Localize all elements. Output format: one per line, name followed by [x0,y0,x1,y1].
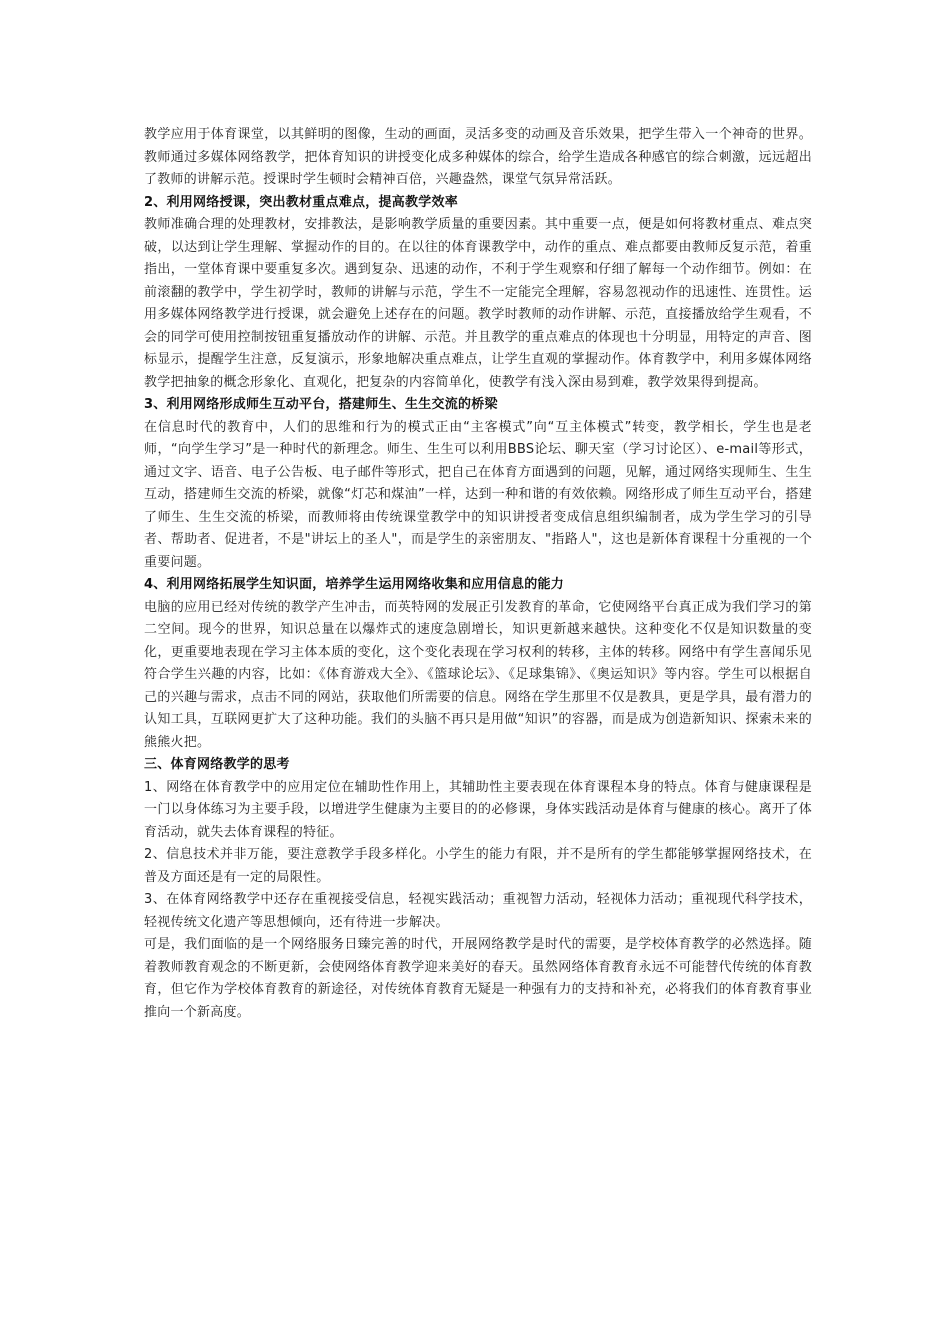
section-heading-2: 2、利用网络授课，突出教材重点难点，提高教学效率 [144,194,459,210]
section-heading-4: 4、利用网络拓展学生知识面，培养学生运用网络收集和应用信息的能力 [144,577,565,592]
paragraph-section-3: 在信息时代的教育中，人们的思维和行为的模式正由“主客模式”向“互主体模式”转变，教学相长，学生也是老师，“向学生学习”是一种时代的新理念。师生、生生可以利用BBS论坛、聊天室（学习讨论区）、e-mail等形式，通过文字、语音、电子公告板、电子邮件等形式，把自己在体育方面遇到的问题，见解，通过网络实现师生、生生互动，搭建师生交流的桥梁，就像“灯芯和煤油”一样，达到一种和谐的有效依赖。网络形成了师生互动平台，搭建了师生、生生交流的桥梁，而教师将由传统课堂教学中的知识讲授者变成信息组织编制者，成为学生学习的引导者、帮助者、促进者，不是"讲坛上的圣人"，而是学生的亲密朋友、"指路人"，这也是新体育课程十分重视的一个重要问题。 [144,419,812,570]
paragraph-reflection-1: 1、网络在体育教学中的应用定位在辅助性作用上，其辅助性主要表现在体育课程本身的特点。体育与健康课程是一门以身体练习为主要手段，以增进学生健康为主要目的的必修课，身体实践活动是体育与健康的核心。离开了体育活动，就失去体育课程的特征。 [144,779,812,840]
paragraph-conclusion: 可是，我们面临的是一个网络服务日臻完善的时代，开展网络教学是时代的需要，是学校体育教学的必然选择。随着教师教育观念的不断更新，会使网络体育教学迎来美好的春天。虽然网络体育教育永远不可能替代传统的体育教育，但它作为学校体育教育的新途径，对传统体育教育无疑是一种强有力的支持和补充，必将我们的体育教育事业推向一个新高度。 [144,937,812,1020]
section-heading-reflection: 三、体育网络教学的思考 [144,757,290,772]
document-page [144,124,812,1024]
paragraph-section-2: 教师准确合理的处理教材，安排教法，是影响教学质量的重要因素。其中重要一点，便是如何将教材重点、难点突破，以达到让学生理解、掌握动作的目的。在以往的体育课教学中，动作的重点、难点都要由教师反复示范，着重指出，一堂体育课中要重复多次。遇到复杂、迅速的动作，不利于学生观察和仔细了解每一个动作细节。例如：在前滚翻的教学中，学生初学时，教师的讲解与示范，学生不一定能完全理解，容易忽视动作的迅速性、连贯性。运用多媒体网络教学进行授课，就会避免上述存在的问题。教学时教师的动作讲解、示范，直接播放给学生观看，不会的同学可使用控制按钮重复播放动作的讲解、示范。并且教学的重点难点的体现也十分明显，用特定的声音、图标显示，提醒学生注意，反复演示，形象地解决重点难点，让学生直观的掌握动作。体育教学中，利用多媒体网络教学把抽象的概念形象化、直观化，把复杂的内容简单化，使教学有浅入深由易到难，教学效果得到提高。 [144,217,812,390]
paragraph-section-4: 电脑的应用已经对传统的教学产生冲击，而英特网的发展正引发教育的革命，它使网络平台真正成为我们学习的第二空间。现今的世界，知识总量在以爆炸式的速度急剧增长，知识更新越来越快。这种变化不仅是知识数量的变化，更重要地表现在学习主体本质的变化，这个变化表现在学习权利的转移，主体的转移。网络中有学生喜闻乐见符合学生兴趣的内容，比如：《体育游戏大全》、《篮球论坛》、《足球集锦》、《奥运知识》等内容。学生可以根据自己的兴趣与需求，点击不同的网站，获取他们所需要的信息。网络在学生那里不仅是教具，更是学具，最有潜力的认知工具，互联网更扩大了这种功能。我们的头脑不再只是用做“知识”的容器，而是成为创造新知识、探索未来的熊熊火把。 [144,599,812,750]
paragraph-reflection-3: 3、在体育网络教学中还存在重视接受信息，轻视实践活动；重视智力活动，轻视体力活动；重视现代科学技术，轻视传统文化遗产等思想倾向，还有待进一步解决。 [144,892,812,930]
paragraph-intro: 教学应用于体育课堂，以其鲜明的图像，生动的画面，灵活多变的动画及音乐效果，把学生带入一个神奇的世界。教师通过多媒体网络教学，把体育知识的讲授变化成多种媒体的综合，给学生造成各种感官的综合刺激，远远超出了教师的讲解示范。授课时学生顿时会精神百倍，兴趣盎然，课堂气氛异常活跃。 [144,127,812,187]
section-heading-3: 3、利用网络形成师生互动平台，搭建师生、生生交流的桥梁 [144,397,498,412]
paragraph-reflection-2: 2、信息技术并非万能，要注意教学手段多样化。小学生的能力有限，并不是所有的学生都能够掌握网络技术，在普及方面还是有一定的局限性。 [144,847,812,885]
